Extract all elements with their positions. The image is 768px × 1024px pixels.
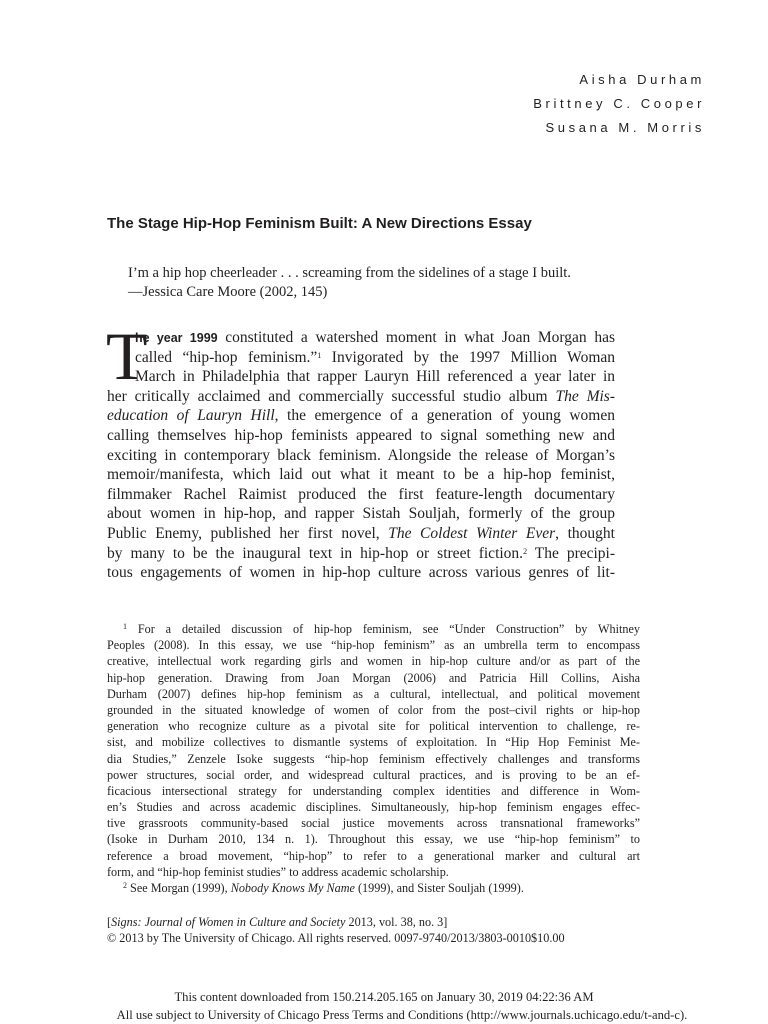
author-list [533, 68, 705, 140]
journal-line: [Signs: Journal of Women in Culture and Society 2013, vol. 38, no. 3] [107, 915, 448, 929]
footnote-line: form, and “hip-hop feminist studies” to address academic scholarship. [107, 864, 449, 879]
album-title: The Mis- [555, 387, 616, 405]
album-title: education of Lauryn Hill [107, 407, 275, 425]
copyright-line: © 2013 by The University of Chicago. All rights reserved. 0097-9740/2013/3803-0010$10.00 [107, 931, 565, 945]
footnote-line: grounded in the situated knowledge of women of color from the post–civil rights or hip-hop [107, 702, 640, 717]
journal-title: Signs: Journal of Women in Culture and Society [111, 915, 346, 929]
footnote-line: Peoples (2008). In this essay, we use “hip-hop feminism” as an umbrella term to encompass [107, 638, 640, 653]
body-line: he year 1999 constituted a watershed moment in what Joan Morgan has [135, 329, 615, 346]
footnote-line: creative, intellectual work regarding girls and women in hip-hop culture and/or as part of the [107, 654, 640, 669]
body-line: memoir/manifesta, which laid out what it meant to be a hip-hop feminist, [107, 466, 615, 484]
body-line: her critically acclaimed and commercially successful studio album The Mis- [107, 387, 616, 405]
author-name: Susana M. Morris [545, 120, 705, 135]
book-title: Nobody Knows My Name [230, 881, 355, 895]
footnotes [107, 621, 640, 896]
body-text [106, 318, 616, 583]
footnote-line: generation who recognize culture as a pivotal site for political intervention to challenge, re- [107, 719, 640, 734]
article-title: The Stage Hip-Hop Feminism Built: A New Directions Essay [107, 215, 532, 232]
epigraph-attribution: —Jessica Care Moore (2002, 145) [128, 284, 328, 300]
lead-in: he year 1999 [135, 331, 218, 345]
footnote-line: ficacious intersectional strategy for understanding complex identities and difference in Wom- [107, 783, 640, 798]
footnote-line: hip-hop generation. Drawing from Joan Morgan (2006) and Patricia Hill Collins, Aisha [107, 670, 640, 685]
body-line: calling themselves hip-hop feminists appeared to signal something new and [107, 426, 615, 444]
footnote-number: 1 [123, 622, 127, 631]
footnote-line: $^1$ For a detailed discussion of hip-hop feminism, see “Under Construction” by Whitney [123, 622, 640, 636]
footnote-ref: 2 [523, 546, 528, 556]
body-line: filmmaker Rachel Raimist produced the first feature-length documentary [107, 485, 615, 503]
footnote-line: en’s Studies and across academic disciplines. Simultaneously, hip-hop feminism engages effec- [107, 800, 640, 815]
download-line: This content downloaded from 150.214.205.165 on January 30, 2019 04:22:36 AM [174, 990, 594, 1004]
body-line: tous engagements of women in hip-hop culture across various genres of lit- [107, 564, 615, 582]
footnote-number: 2 [123, 881, 127, 890]
body-line: March in Philadelphia that rapper Lauryn Hill referenced a year later in [135, 368, 615, 386]
epigraph-quote: I’m a hip hop cheerleader . . . screaming from the sidelines of a stage I built. [128, 265, 571, 281]
download-notice [0, 988, 768, 1024]
footnote-line: $^2$ See Morgan (1999), Nobody Knows My Name (1999), and Sister Souljah (1999). [123, 881, 524, 895]
novel-title: The Coldest Winter Ever [388, 524, 556, 542]
body-line: education of Lauryn Hill, the emergence of a generation of young women [107, 407, 615, 425]
body-line: Public Enemy, published her first novel, The Coldest Winter Ever, thought [107, 524, 615, 542]
footnote-line: Durham (2007) defines hip-hop feminism as a cultural, intellectual, and political movement [107, 686, 640, 701]
terms-line: All use subject to University of Chicago Press Terms and Conditions (http://www.journals.uchicago.edu/t-and-c). [116, 1008, 688, 1022]
body-line: called “hip-hop feminism.”$^1$ Invigorated by the 1997 Million Woman [135, 348, 616, 366]
author-name: Aisha Durham [579, 72, 705, 87]
footnote-line: sist, and mobilize collectives to dismantle systems of exploitation. In “Hip Hop Feminist Me- [107, 735, 640, 750]
body-line: about women in hip-hop, and rapper Sistah Souljah, formerly of the group [107, 505, 615, 523]
footnote-line: tive grassroots community-based social justice movements across transnational frameworks” [107, 816, 640, 831]
footnote-line: power structures, social order, and widespread cultural practices, and is proving to be an ef- [107, 767, 640, 782]
footnote-line: dia Studies,” Zenzele Isoke suggests “hip-hop feminism effectively challenges and transforms [107, 751, 640, 766]
body-line: exciting in contemporary black feminism. Alongside the release of Morgan’s [107, 446, 615, 464]
footnote-line: reference a broad movement, “hip-hop” to refer to a generational marker and cultural art [107, 848, 640, 863]
body-line: by many to be the inaugural text in hip-hop or street fiction.$^2$ The precipi- [107, 544, 616, 562]
author-name: Brittney C. Cooper [533, 96, 705, 111]
journal-citation [107, 914, 565, 946]
drop-cap: T [106, 318, 148, 394]
epigraph [128, 264, 571, 302]
footnote-ref: 1 [317, 350, 322, 360]
footnote-line: (Isoke in Durham 2010, 134 n. 1). Throughout this essay, we use “hip-hop feminism” to [107, 832, 640, 847]
